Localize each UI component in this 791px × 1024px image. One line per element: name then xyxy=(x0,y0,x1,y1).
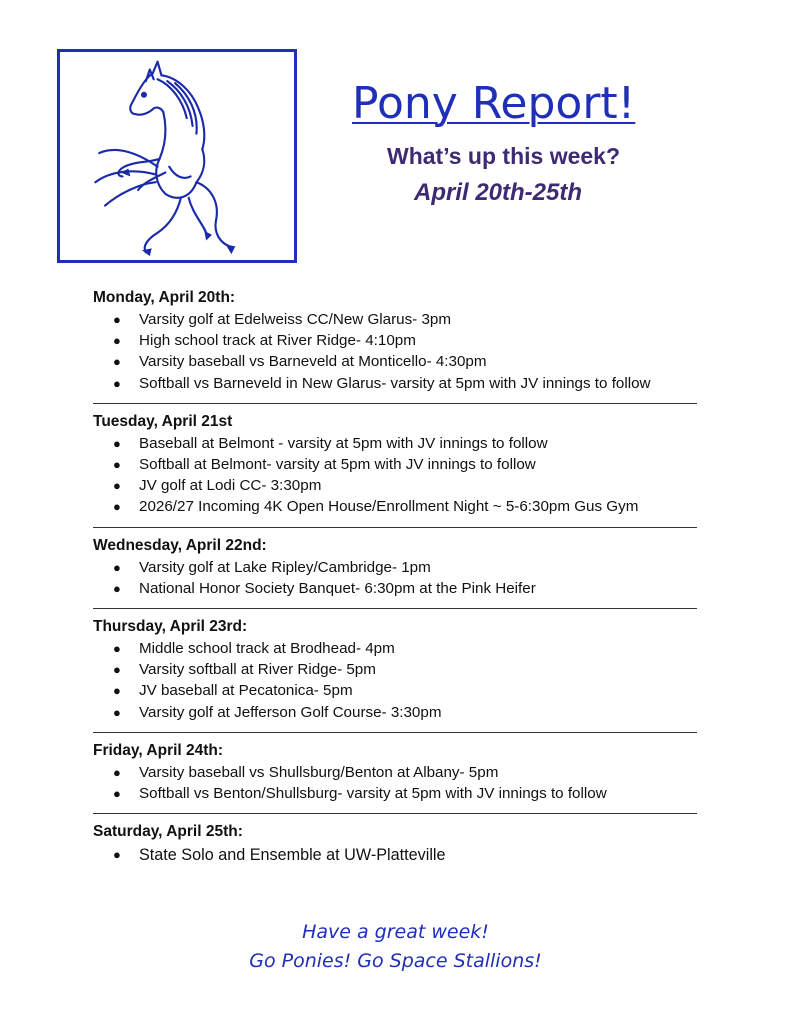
section-divider xyxy=(93,813,697,814)
section-divider xyxy=(93,608,697,609)
day-heading: Thursday, April 23rd: xyxy=(93,618,248,636)
day-heading: Monday, April 20th: xyxy=(93,289,236,306)
bullet-icon: ● xyxy=(113,764,121,780)
list-item: ● Varsity baseball vs Shullsburg/Benton at Albany- 5pm xyxy=(93,762,697,783)
event-list xyxy=(93,843,697,867)
bullet-icon: ● xyxy=(113,333,121,349)
list-item: ● Varsity golf at Edelweiss CC/New Glarus- 3pm xyxy=(93,309,697,330)
closing-line-1: Have a great week! xyxy=(302,921,489,943)
list-item: ● Varsity softball at River Ridge- 5pm xyxy=(93,659,697,680)
list-item: ● Softball vs Benton/Shullsburg- varsity at 5pm with JV innings to follow xyxy=(93,783,697,804)
list-item: ● National Honor Society Banquet- 6:30pm at the Pink Heifer xyxy=(93,578,697,599)
section-divider xyxy=(93,527,697,528)
bullet-icon: ● xyxy=(113,580,121,596)
day-tuesday xyxy=(93,411,697,518)
list-item: ● Softball at Belmont- varsity at 5pm with JV innings to follow xyxy=(93,454,697,475)
bullet-icon: ● xyxy=(113,641,121,657)
bullet-icon: ● xyxy=(113,847,121,863)
section-divider xyxy=(93,403,697,404)
list-item: ● Middle school track at Brodhead- 4pm xyxy=(93,638,697,659)
day-heading: Wednesday, April 22nd: xyxy=(93,536,267,554)
day-saturday xyxy=(93,821,697,867)
mustang-logo xyxy=(57,49,297,263)
page-title: Pony Report! xyxy=(352,78,636,129)
mustang-horse-icon xyxy=(60,52,294,260)
bullet-icon: ● xyxy=(113,683,121,699)
date-range: April 20th-25th xyxy=(414,179,583,206)
list-item: ● High school track at River Ridge- 4:10pm xyxy=(93,330,697,351)
bullet-icon: ● xyxy=(113,704,121,720)
section-divider xyxy=(93,732,697,733)
event-list xyxy=(93,557,697,599)
list-item: ● 2026/27 Incoming 4K Open House/Enrollment Night ~ 5-6:30pm Gus Gym xyxy=(93,496,697,517)
bullet-icon: ● xyxy=(113,786,121,802)
day-thursday xyxy=(93,616,697,723)
list-item: ● Varsity baseball vs Barneveld at Monticello- 4:30pm xyxy=(93,351,697,372)
list-item: ● State Solo and Ensemble at UW-Platteville xyxy=(93,843,697,867)
event-list xyxy=(93,638,697,723)
closing-message xyxy=(0,918,791,976)
bullet-icon: ● xyxy=(113,559,121,575)
bullet-icon: ● xyxy=(113,375,121,391)
day-monday xyxy=(93,287,697,394)
bullet-icon: ● xyxy=(113,435,121,451)
day-heading: Tuesday, April 21st xyxy=(93,412,233,430)
day-heading: Saturday, April 25th: xyxy=(93,823,243,841)
day-wednesday xyxy=(93,535,697,599)
list-item: ● JV baseball at Pecatonica- 5pm xyxy=(93,680,697,701)
event-list xyxy=(93,309,697,394)
event-list xyxy=(93,433,697,518)
list-item: ● Softball vs Barneveld in New Glarus- varsity at 5pm with JV innings to follow xyxy=(93,373,697,394)
bullet-icon: ● xyxy=(113,499,121,515)
closing-line-2: Go Ponies! Go Space Stallions! xyxy=(249,950,542,972)
list-item: ● JV golf at Lodi CC- 3:30pm xyxy=(93,475,697,496)
day-heading: Friday, April 24th: xyxy=(93,741,224,759)
event-list xyxy=(93,762,697,804)
weekly-schedule xyxy=(93,287,697,867)
bullet-icon: ● xyxy=(113,312,121,327)
bullet-icon: ● xyxy=(113,662,121,678)
page-subtitle: What’s up this week? xyxy=(387,143,621,169)
list-item: ● Baseball at Belmont - varsity at 5pm with JV innings to follow xyxy=(93,433,697,454)
day-friday xyxy=(93,740,697,804)
list-item: ● Varsity golf at Lake Ripley/Cambridge- 1pm xyxy=(93,557,697,578)
bullet-icon: ● xyxy=(113,478,121,494)
list-item: ● Varsity golf at Jefferson Golf Course- 3:30pm xyxy=(93,702,697,723)
bullet-icon: ● xyxy=(113,457,121,473)
bullet-icon: ● xyxy=(113,354,121,370)
